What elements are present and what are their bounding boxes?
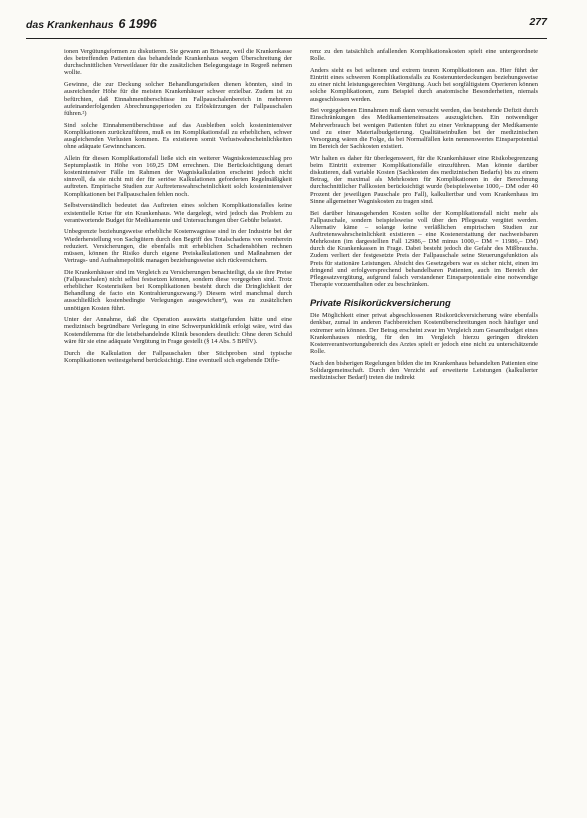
paragraph: Unbegrenzte beziehungsweise erhebliche Kostenwagnisse sind in der Industrie bei der Wiederherstellung von Sachgütern durch den Begriff des Totalschadens von vornherein reduziert. Versicherungen, die ebenfalls mit erheblichen Schadenshöhen rechnen müssen, können ihr Risiko durch eigene Preiskalkulationen und Maßnahmen der Vertrags- und Aufnahmepolitik managen beziehungsweise sich rückversichern. [64,228,292,265]
section-heading: Private Risikorückversicherung [310,297,451,309]
journal-name: das Krankenhaus [26,19,114,31]
paragraph: Selbstverständlich bedeutet das Auftreten eines solchen Komplikationsfalles keine existentielle Krise für ein Krankenhaus. Wie dargelegt, wird jedoch das Problem zu verantwortende Budget für Medikamente und Untersuchungen über Gebühr belastet. [64,202,292,224]
paragraph: Gewinne, die zur Deckung solcher Behandlungsrisiken dienen könnten, sind in ausreichender Höhe für die meisten Krankenhäuser schwer erzielbar. Zudem ist zu befürchten, daß Einnahmenüberschüsse im Fallpauschalenbereich in mehreren aufeinanderfolgenden Abrechnungsperioden zu Erlöskürzungen der Fallpauschalen führen.²) [64,81,292,117]
paragraph: Die Krankenhäuser sind im Vergleich zu Versicherungen benachteiligt, da sie ihre Preise (Fallpauschalen) nicht selbst festsetzen können, sondern diese vorgegeben sind. Trotz erheblicher Kostenrisiken bei Komplikationen besteht durch die Dringlichkeit der Behandlung de facto ein Kontrahierungszwang.³) Diesem wird manchmal durch ausschließlich kostenbedingte Verlegungen ausgewichen⁴), was zu zusätzlichen unnötigen Kosten führt. [64,268,292,312]
right-column [310,48,538,808]
paragraph: Nach den bisherigen Regelungen bilden die im Krankenhaus behandelten Patienten eine Solidargemeinschaft. Durch den Verzicht auf erweiterte Leistungen (kalkulierter medizinischer Bedarf) treten die indirekt [310,359,538,382]
paragraph: ionen Vergütungsformen zu diskutieren. Sie gewann an Brisanz, weil die Krankenkasse des betreffenden Patienten das behandelnde Krankenhaus wegen Überschreitung der durchschnittlichen Verweildauer für die zusätzlichen Belegungstage in Regreß nehmen wollte. [64,48,292,77]
paragraph: Sind solche Einnahmenüberschüsse auf das Ausbleiben solch kostenintensiver Komplikationen zurückzuführen, muß es im Komplikationsfall zu erheblichen, schwer ausgleichenden Verlusten kommen. Es existieren somit Verlustwahrscheinlichkeiten ohne adäquate Gewinnchancen. [64,121,292,151]
paragraph: Bei darüber hinausgehenden Kosten sollte der Komplikationsfall nicht mehr als Fallpauschale, sondern beispielsweise voll über den Pflegesatz vergütet werden. Alternativ käme – solange keine verläßlichen empirischen Studien zur Auftretenswahrscheinlichkeit existieren – eine Kostenerstattung der nachweisbaren Mehrkosten (im dargestellten Fall 12986,– DM minus 1000,– DM = 11986,– DM) durch die Krankenkassen in Frage. Dabei besteht jedoch die Gefahr des Mißbrauchs. Zudem verliert der festgesetzte Preis der Fallpauschale seine Steuerungsfunktion als Preis für stationäre Leistungen. Absicht des Gesetzgebers war es sicher nicht, einen im dringend und erfolgversprechend behandelbaren Patienten, auch im Bereich der Pflegesatzvergütung, aufgrund falsch verstandener Einsparpotentiale eine notwendige Therapie vorzuenthalten oder zu beschränken. [310,209,538,289]
page-number: 277 [529,16,547,28]
paragraph: renz zu den tatsächlich anfallenden Komplikationskosten spielt eine untergeordnete Rolle. [310,48,538,63]
left-column [64,48,292,808]
journal-issue: 6 1996 [118,17,157,31]
paragraph: Allein für diesen Komplikationsfall ließe sich ein weiterer Wagniskostenzuschlag pro Septumplastik in Höhe von 169,25 DM errechnen. Die Berücksichtigung derart kostenintensiver Fälle im Rahmen der Wagniskalkulation erscheint jedoch nicht sinnvoll, da sie nicht mit der für seriöse Kalkulationen geforderten Regelmäßigkeit auftreten. Empirische Studien zur Auftretenswahrscheinlichkeit solch kostenintensiver Komplikationen bei Fallpauschalen fehlen noch. [64,154,292,198]
paragraph: Die Möglichkeit einer privat abgeschlossenen Risikorückversicherung wäre ebenfalls denkbar, zumal in anderen Fachbereichen Kostenüberschreitungen noch häufiger und extremer sein können. Der Betrag erscheint zwar im Vergleich zum Gesamtbudget eines Krankenhauses niedrig, für den im Vergleich hierzu geringen direkten Kostenverantwortungsbereich des Arztes spielt er jedoch eine nicht zu unterschätzende Rolle. [310,312,538,355]
paragraph: Wir halten es daher für überlegenswert, für die Krankenhäuser eine Risikobegrenzung beim Eintritt extremer Komplikationsfälle einzuführen. Man könnte darüber diskutieren, daß variable Kosten (Sachkosten des medizinischen Bedarfs) bis zu einem Betrag, der maximal als Mehrkosten für Komplikationen in der Berechnung durchschnittlicher Fallkosten berücksichtigt wurde (beispielsweise 1000,– DM oder 40 Prozent der jeweiligen Pauschale pro Fall), kalkuliertbar und vom Krankenhaus im Sinne allgemeiner Wagniskosten zu tragen sind. [310,154,538,205]
paragraph: Anders sieht es bei seltenen und extrem teuren Komplikationen aus. Hier führt der Eintritt eines schweren Komplikationsfalls zu Kostenunterdeckungen beziehungsweise zu einer nicht leistungsgerechten Vergütung. Auch bei sorgfältigstem Operieren können solche Komplikationen, zum Beispiel durch anatomische Besonderheiten, niemals ausgeschlossen werden. [310,66,538,103]
paragraph: Durch die Kalkulation der Fallpauschalen über Stichproben sind typische Komplikationen weitestgehend berücksichtigt. Eine eventuell sich ergebende Diffe- [64,349,292,364]
paragraph: Bei vorgegebenen Einnahmen muß dann versucht werden, das bestehende Defizit durch Einschränkungen des Medikamenteneinsatzes auszugleichen. Ein notwendiger Mehrverbrauch bei wenigen Patienten führt zu einer Verknappung der Medikamente und zu einer Materialbudgetierung. Qualitätseinbußen bei der medizinischen Versorgung wären die Folge, da bei Normalfällen kein nennenswertes Einsparpotential im Bereich der Sachkosten existiert. [310,107,538,151]
journal-title [26,17,157,31]
page-header [26,14,547,39]
paragraph: Unter der Annahme, daß die Operation auswärts stattgefunden hätte und eine medizinisch begründbare Verlegung in eine Schwerpunktklinik erfolgt wäre, wird das Kostendilemma für die leistbehandelnde Klinik besonders deutlich: Ohne deren Schuld wäre für sie eine adäquate Vergütung in Frage gestellt (§ 14 Abs. 5 BPflV). [64,316,292,345]
